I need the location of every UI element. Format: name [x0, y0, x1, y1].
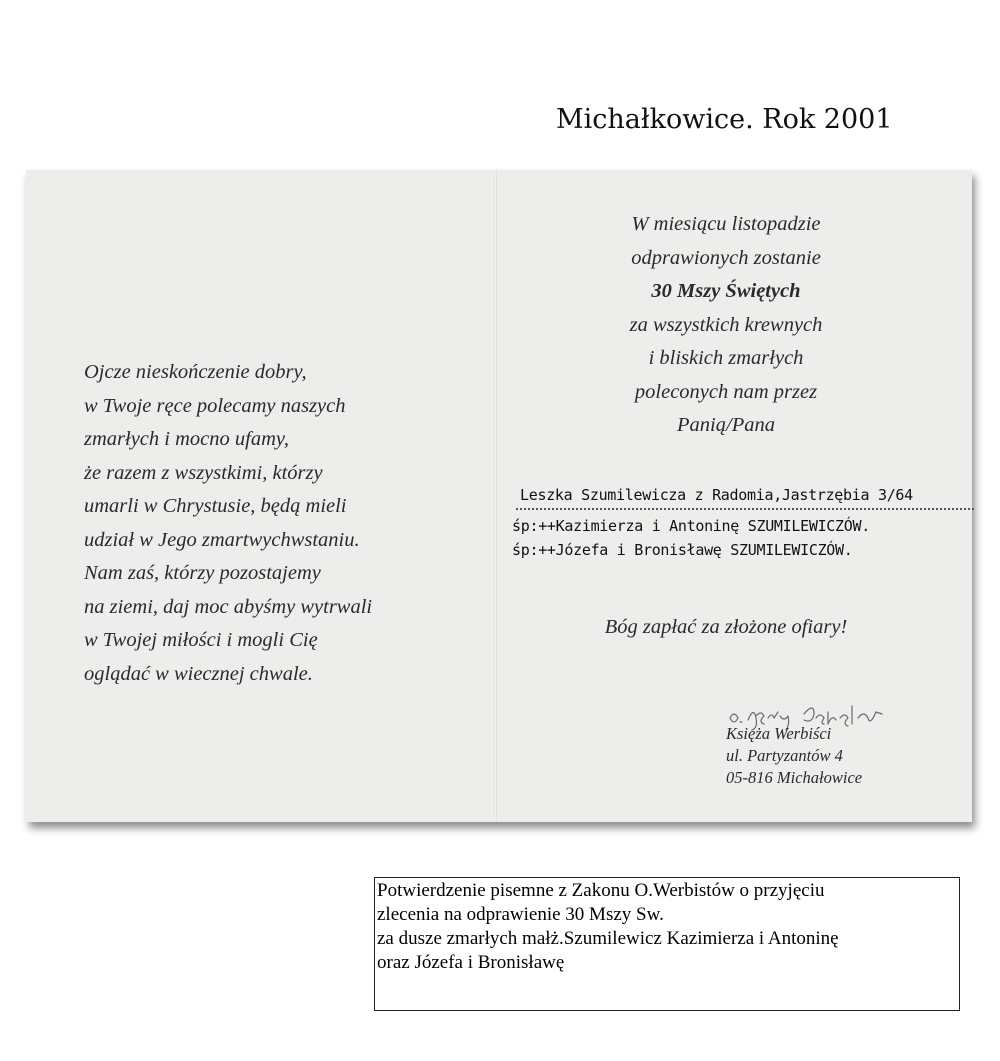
typed-requester-name: Leszka Szumilewicza z Radomia,Jastrzębia 3/64 [520, 486, 913, 504]
announcement-line: W miesiącu listopadzie [631, 213, 821, 235]
announcement-line: Panią/Pana [677, 414, 775, 436]
prayer-line: Ojcze nieskończenie dobry, [84, 361, 307, 383]
address-line: Księża Werbiści [726, 724, 832, 743]
prayer-line: na ziemi, daj moc abyśmy wytrwali [84, 595, 373, 618]
memorial-card [26, 170, 972, 822]
announcement-line: i bliskich zmarłych [648, 347, 804, 369]
caption-line: zlecenia na odprawienie 30 Mszy Sw. [377, 904, 664, 925]
announcement-mass-count: 30 Mszy Świętych [651, 280, 801, 302]
prayer-line: zmarłych i mocno ufamy, [84, 428, 289, 450]
typed-deceased-line: śp:++Józefa i Bronisławę SZUMILEWICZÓW. [512, 541, 853, 559]
prayer-line: w Twoje ręce polecamy naszych [84, 394, 346, 417]
prayer-line: umarli w Chrystusie, będą mieli [84, 495, 347, 517]
address-line: 05-816 Michałowice [726, 768, 863, 787]
caption-line: oraz Józefa i Bronisławę [377, 952, 565, 973]
caption-line: za dusze zmarłych małż.Szumilewicz Kazimierza i Antoninę [377, 928, 839, 949]
caption-line: Potwierdzenie pisemne z Zakonu O.Werbistów o przyjęciu [377, 880, 825, 901]
announcement-line: poleconych nam przez [634, 380, 818, 403]
mass-announcement [526, 208, 926, 443]
sender-address [726, 723, 966, 789]
prayer-line: Nam zaś, którzy pozostajemy [84, 562, 321, 584]
page-title: Michałkowice. Rok 2001 [556, 104, 893, 135]
caption-note-box [374, 877, 960, 1011]
prayer-line: oglądać w wiecznej chwale. [84, 662, 313, 685]
address-line: ul. Partyzantów 4 [726, 746, 843, 765]
typed-deceased-line: śp:++Kazimierza i Antoninę SZUMILEWICZÓW. [512, 517, 870, 535]
card-fold-line [494, 170, 497, 822]
prayer-line: udział w Jego zmartwychwstaniu. [84, 528, 360, 551]
announcement-line: za wszystkich krewnych [629, 313, 823, 336]
prayer-line: w Twojej miłości i mogli Cię [84, 629, 318, 651]
prayer-line: że razem z wszystkimi, którzy [84, 461, 323, 484]
announcement-line: odprawionych zostanie [631, 246, 821, 269]
dotted-fill-line [516, 508, 974, 510]
thanks-text: Bóg zapłać za złożone ofiary! [604, 616, 848, 638]
prayer-text [84, 356, 484, 691]
